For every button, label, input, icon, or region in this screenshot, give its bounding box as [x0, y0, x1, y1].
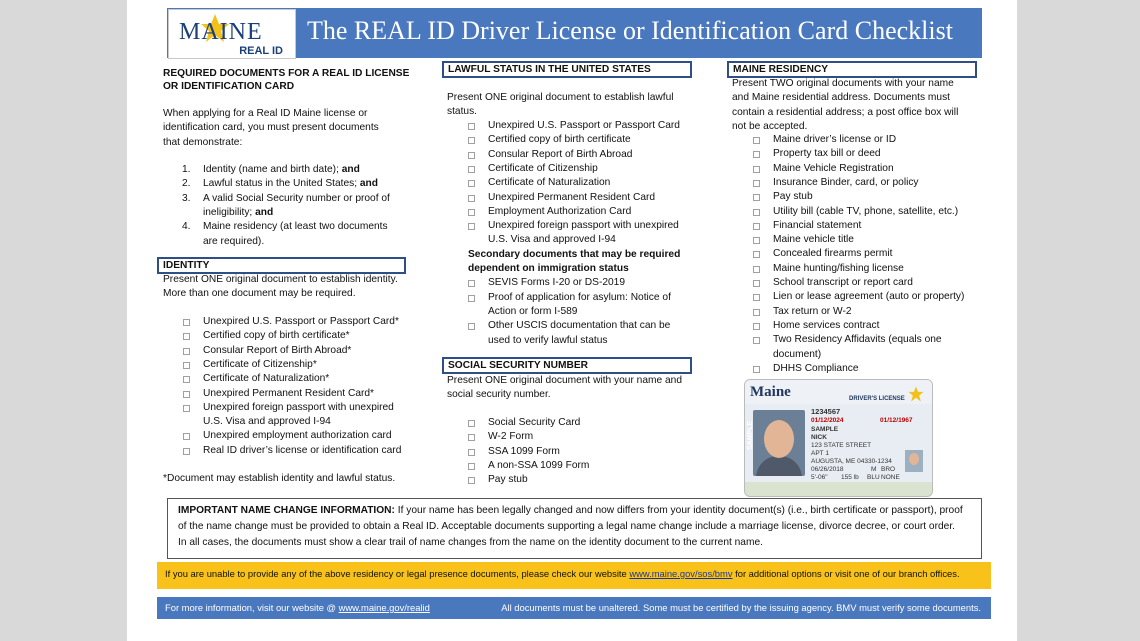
star-icon	[908, 386, 924, 402]
lawful-intro-line: Present ONE original document to establish lawful	[447, 92, 674, 103]
secondary-item: Other USCIS documentation that can be	[488, 320, 671, 332]
required-item: Maine residency (at least two documents	[203, 221, 388, 233]
banner-text-before: If you are unable to provide any of the above residency or legal presence documents, please check our website	[165, 568, 630, 579]
lawful-item: U.S. Visa and approved I-94	[488, 234, 616, 246]
residency-intro-line: contain a residential address; a post office box will	[732, 106, 959, 118]
lawful-item: Certificate of Naturalization	[488, 177, 611, 189]
required-heading-1: REQUIRED DOCUMENTS FOR A REAL ID LICENSE	[163, 68, 410, 79]
banner-text	[165, 568, 960, 579]
checkbox-icon	[753, 309, 760, 316]
checkbox-icon	[468, 223, 475, 230]
right-margin	[1017, 0, 1140, 641]
footer-right: All documents must be unaltered. Some must be certified by the issuing agency. BMV must verify some documents.	[501, 602, 981, 613]
ssn-item: A non-SSA 1099 Form	[488, 459, 590, 471]
checkbox-icon	[753, 151, 760, 158]
checkbox-icon	[753, 323, 760, 330]
footer-left	[165, 602, 430, 613]
required-item-tail: and	[252, 206, 274, 218]
card-issued: 06/26/2018	[811, 466, 844, 473]
residency-item: Insurance Binder, card, or policy	[773, 176, 919, 188]
notice-line-3: In all cases, the documents must show a clear trail of name changes from the name on the identity document to the current name.	[178, 537, 763, 548]
required-item: A valid Social Security number or proof of	[203, 192, 390, 204]
checkbox-icon	[468, 463, 475, 470]
checkbox-icon	[468, 434, 475, 441]
secondary-item: SEVIS Forms I-20 or DS-2019	[488, 277, 626, 289]
card-state: Maine	[750, 384, 791, 400]
identity-title: IDENTITY	[163, 260, 210, 271]
identity-intro-line: Present ONE original document to establish identity.	[163, 274, 398, 285]
identity-intro-line: More than one document may be required.	[163, 288, 356, 300]
checkbox-icon	[183, 433, 190, 440]
ssn-item: SSA 1099 Form	[488, 445, 560, 457]
checkbox-icon	[468, 209, 475, 216]
ssn-item: W-2 Form	[488, 431, 534, 443]
lawful-item: Unexpired U.S. Passport or Passport Card	[488, 120, 680, 131]
card-endorsements: NONE	[881, 474, 900, 481]
notice-line-2: of the name change must be provided to obtain a Real ID. Acceptable documents supporting a legal name change include a marriage license, divorce decree, or court order.	[178, 521, 955, 532]
ssn-item: Social Security Card	[488, 417, 581, 428]
logo-sub: REAL ID	[239, 45, 283, 57]
ssn-title: SOCIAL SECURITY NUMBER	[448, 360, 588, 371]
required-heading-2: OR IDENTIFICATION CARD	[163, 81, 295, 92]
checkbox-icon	[753, 251, 760, 258]
checkbox-icon	[753, 166, 760, 173]
checkbox-icon	[468, 280, 475, 287]
checkbox-icon	[753, 223, 760, 230]
page-title: The REAL ID Driver License or Identification Card Checklist	[307, 16, 953, 45]
card-name-1: SAMPLE	[811, 426, 839, 433]
identity-item: U.S. Visa and approved I-94	[203, 416, 331, 428]
identity-item: Real ID driver’s license or identification card	[203, 444, 402, 456]
checkbox-icon	[753, 337, 760, 344]
bmv-website-link[interactable]: www.maine.gov/sos/bmv	[629, 568, 733, 579]
required-intro-line: identification card, you must present documents	[163, 122, 379, 134]
checkbox-icon	[183, 405, 190, 412]
residency-item: Tax return or W-2	[773, 305, 852, 317]
secondary-heading-line: Secondary documents that may be required	[468, 248, 681, 260]
checkbox-icon	[468, 323, 475, 330]
left-margin	[0, 0, 127, 641]
footer-left-text: For more information, visit our website @	[165, 602, 339, 613]
lawful-section-header	[442, 61, 692, 78]
checkbox-icon	[183, 333, 190, 340]
secondary-item: used to verify lawful status	[488, 334, 608, 346]
lawful-intro-line: status.	[447, 106, 478, 118]
identity-item: Consular Report of Birth Abroad*	[203, 344, 352, 356]
residency-item: document)	[773, 348, 822, 360]
required-item: are required).	[203, 235, 265, 247]
checkbox-icon	[753, 194, 760, 201]
checkbox-icon	[468, 295, 475, 302]
card-hair: BRO	[881, 466, 896, 473]
lawful-item: Consular Report of Birth Abroad	[488, 148, 633, 160]
checkbox-icon	[468, 449, 475, 456]
checkbox-icon	[753, 294, 760, 301]
checkbox-icon	[753, 266, 760, 273]
residency-item: Property tax bill or deed	[773, 148, 881, 160]
checkbox-icon	[468, 180, 475, 187]
lawful-item: Unexpired Permanent Resident Card	[488, 191, 656, 203]
required-item: ineligibility; and	[203, 206, 274, 218]
list-number: 4.	[182, 221, 191, 233]
checkbox-icon	[468, 137, 475, 144]
identity-item: Certificate of Naturalization*	[203, 373, 330, 385]
checkbox-icon	[753, 366, 760, 373]
residency-item: Two Residency Affidavits (equals one	[773, 334, 942, 346]
checkbox-icon	[468, 420, 475, 427]
lawful-item: Certified copy of birth certificate	[488, 134, 631, 146]
realid-website-link[interactable]: www.maine.gov/realid	[338, 602, 430, 613]
residency-item: Maine hunting/fishing license	[773, 262, 904, 274]
checklist-page	[127, 0, 1017, 641]
ssn-item: Pay stub	[488, 474, 528, 486]
ssn-intro-line: social security number.	[447, 389, 551, 401]
secondary-item: Proof of application for asylum: Notice of	[488, 291, 671, 303]
name-change-notice	[167, 498, 982, 559]
residency-item: DHHS Compliance	[773, 362, 859, 374]
list-number: 1.	[182, 164, 191, 175]
ghost-head	[909, 453, 919, 465]
checkbox-icon	[183, 362, 190, 369]
card-eyes: BLU	[867, 474, 880, 481]
list-number: 2.	[182, 178, 191, 190]
card-weight: 155 lb	[841, 474, 859, 481]
card-type: DRIVER'S LICENSE	[849, 396, 905, 402]
checkbox-icon	[753, 209, 760, 216]
secondary-heading-line: dependent on immigration status	[468, 263, 629, 274]
card-address-1: 123 STATE STREET	[811, 442, 872, 449]
logo-word: MAINE	[179, 19, 263, 45]
lawful-item: Certificate of Citizenship	[488, 162, 598, 174]
required-item: Identity (name and birth date); and	[203, 164, 360, 175]
lawful-item: Employment Authorization Card	[488, 205, 632, 217]
residency-item: Financial statement	[773, 219, 862, 231]
checkbox-icon	[183, 448, 190, 455]
lawful-title: LAWFUL STATUS IN THE UNITED STATES	[448, 64, 651, 75]
list-number: 3.	[182, 192, 191, 204]
card-dob: 01/12/1967	[880, 417, 913, 424]
required-intro-line: that demonstrate:	[163, 136, 243, 148]
checkbox-icon	[183, 319, 190, 326]
checkbox-icon	[753, 137, 760, 144]
checkbox-icon	[468, 195, 475, 202]
identity-item: Certificate of Citizenship*	[203, 358, 317, 370]
sample-license-image	[744, 379, 933, 497]
footer-bar	[157, 597, 991, 619]
card-number: 1234567	[811, 407, 841, 416]
checkbox-icon	[468, 166, 475, 173]
alternative-options-banner	[157, 562, 991, 589]
notice-line-1-text: If your name has been legally changed and now differs from your identity document(s) (i.e., birth certificate or passport), proof	[397, 505, 963, 516]
residency-title: MAINE RESIDENCY	[733, 64, 829, 75]
checkbox-icon	[183, 348, 190, 355]
card-height: 5'-06"	[811, 474, 828, 481]
secondary-item: Action or form I-589	[488, 305, 578, 317]
photo-shoulders	[756, 456, 802, 476]
checkbox-icon	[753, 237, 760, 244]
identity-item: Unexpired foreign passport with unexpired	[203, 401, 394, 413]
banner-text-after: for additional options or visit one of our branch offices.	[732, 568, 960, 579]
checkbox-icon	[753, 180, 760, 187]
notice-label: IMPORTANT NAME CHANGE INFORMATION:	[178, 505, 395, 516]
maine-real-id-logo	[168, 9, 296, 59]
required-intro-line: When applying for a Real ID Maine license or	[163, 108, 368, 119]
card-footer-strip	[745, 482, 932, 496]
residency-item: Utility bill (cable TV, phone, satellite, etc.)	[773, 205, 959, 217]
identity-footnote: *Document may establish identity and lawful status.	[163, 473, 396, 484]
card-expires: 01/12/2024	[811, 417, 844, 424]
lawful-item: Unexpired foreign passport with unexpired	[488, 220, 679, 232]
residency-item: School transcript or report card	[773, 277, 913, 288]
identity-item: Unexpired Permanent Resident Card*	[203, 387, 375, 399]
identity-item: Unexpired U.S. Passport or Passport Card*	[203, 316, 399, 327]
identity-item: Certified copy of birth certificate*	[203, 330, 350, 342]
identity-section-header	[157, 257, 406, 274]
residency-item: Pay stub	[773, 191, 813, 203]
residency-item: Lien or lease agreement (auto or property)	[773, 291, 965, 303]
identity-item: Unexpired employment authorization card	[203, 430, 392, 442]
residency-intro-line: and Maine residential address. Documents must	[732, 92, 951, 104]
checkbox-icon	[753, 280, 760, 287]
checkbox-icon	[468, 123, 475, 130]
residency-intro-line: Present TWO original documents with your name	[732, 78, 954, 89]
residency-item: Maine vehicle title	[773, 234, 854, 246]
residency-item: Home services contract	[773, 319, 880, 331]
residency-item: Concealed firearms permit	[773, 248, 893, 260]
card-sample-watermark: SAMPLE	[747, 420, 754, 450]
card-sex: M	[871, 466, 877, 473]
checkbox-icon	[183, 376, 190, 383]
residency-intro-line: not be accepted.	[732, 120, 808, 132]
card-address-3: AUGUSTA, ME 04330-1234	[811, 458, 892, 465]
checkbox-icon	[468, 477, 475, 484]
required-item: Lawful status in the United States; and	[203, 178, 378, 190]
residency-item: Maine driver’s license or ID	[773, 134, 897, 145]
ssn-section-header	[442, 357, 692, 374]
residency-section-header	[727, 61, 977, 78]
card-name-2: NICK	[811, 434, 827, 441]
checkbox-icon	[468, 152, 475, 159]
photo-head	[764, 420, 794, 458]
card-address-2: APT 1	[811, 450, 829, 457]
checkbox-icon	[183, 391, 190, 398]
card-photo	[753, 410, 805, 476]
required-item-tail: and	[357, 178, 378, 190]
residency-item: Maine Vehicle Registration	[773, 162, 894, 174]
card-ghost-photo	[905, 450, 923, 472]
ssn-intro-line: Present ONE original document with your name and	[447, 375, 682, 386]
notice-line-1	[178, 504, 963, 518]
required-item-tail: and	[338, 164, 360, 175]
